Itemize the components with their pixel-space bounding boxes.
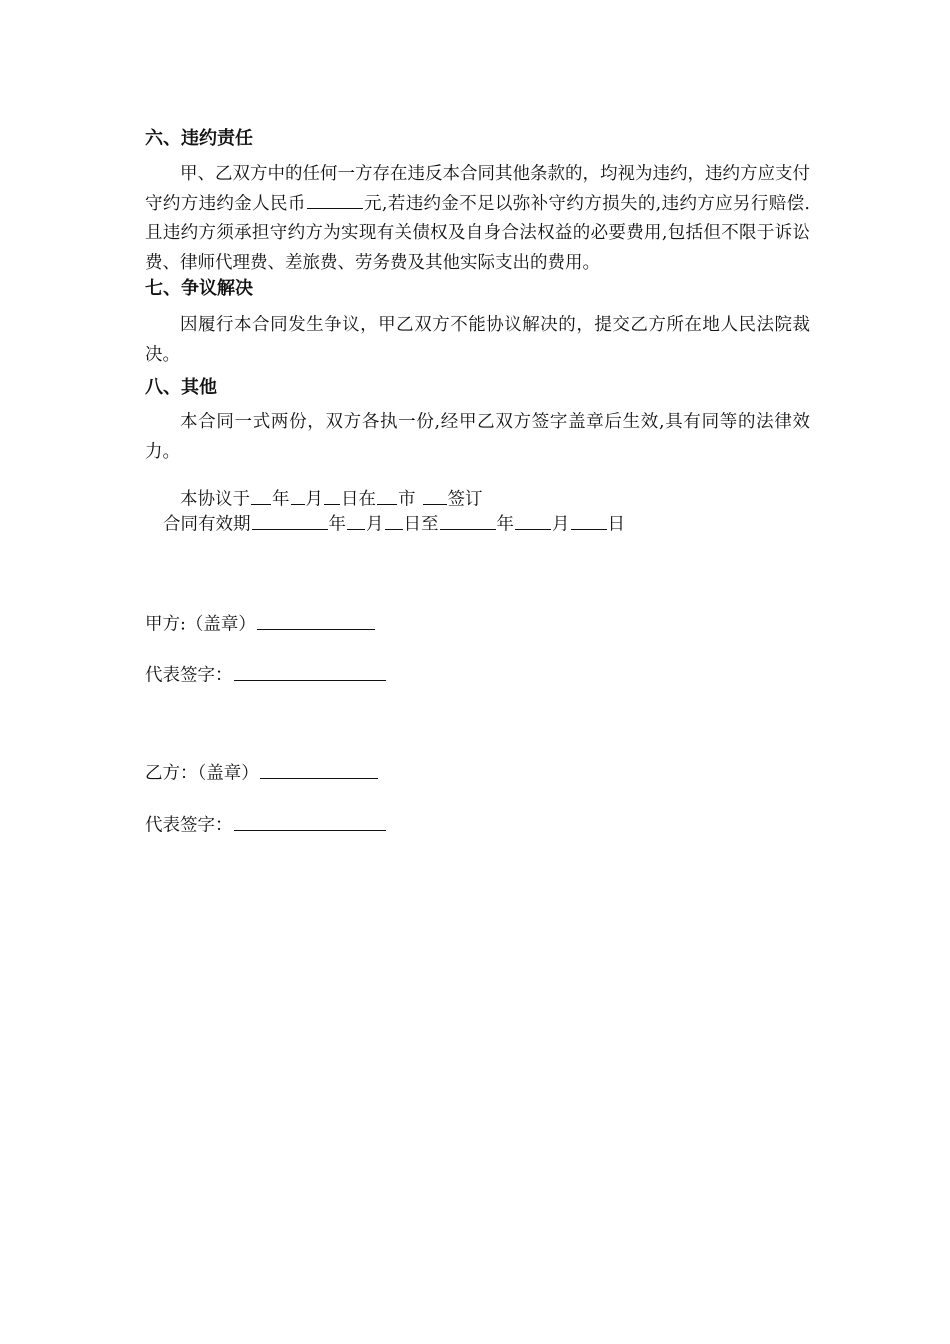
validity-prefix: 合同有效期 — [163, 514, 251, 535]
signing-prefix: 本协议于 — [180, 489, 250, 510]
signing-year-label: 年 — [272, 489, 290, 510]
validity-day2-label: 日 — [607, 514, 625, 535]
party-b-rep-line — [145, 813, 387, 838]
section-heading-breach: 六、违约责任 — [145, 128, 253, 149]
signing-day-label: 日在 — [341, 489, 376, 510]
validity-to-label: 日至 — [403, 514, 439, 535]
breach-paragraph — [145, 160, 810, 278]
party-a-rep-line — [145, 663, 387, 688]
validity-end-day-blank — [571, 512, 607, 530]
section-heading-other: 八、其他 — [145, 377, 217, 398]
validity-year-label: 年 — [328, 514, 346, 535]
validity-end-year-blank — [440, 512, 496, 530]
signing-place-blank — [423, 487, 447, 505]
validity-start-month-blank — [347, 512, 365, 530]
dispute-paragraph: 因履行本合同发生争议，甲乙双方不能协议解决的，提交乙方所在地人民法院裁决。 — [145, 315, 810, 365]
breach-text-part2: 元,若违约金不足以弥补守约方损失的,违约方应另行赔偿.且违约方须承担守约方为实现有关债权及自身合法权益的必要费用,包括但不限于诉讼费、律师代理费、差旅费、劳务费及其他实际支出的费用。 — [145, 193, 810, 273]
party-b-seal-line — [145, 761, 379, 786]
validity-start-year-blank — [252, 512, 328, 530]
party-a-signature-blank — [234, 663, 386, 681]
signing-line — [180, 487, 483, 512]
signing-city-label: 市 — [398, 489, 416, 510]
validity-line — [163, 512, 625, 537]
signing-city-blank — [377, 487, 397, 505]
signing-year-blank — [251, 487, 271, 505]
signing-month-label: 月 — [305, 489, 323, 510]
party-b-rep-label: 代表签字： — [145, 815, 233, 836]
penalty-amount-blank — [307, 191, 363, 209]
validity-month-label: 月 — [366, 514, 384, 535]
breach-text-part1: 甲、乙双方中的任何一方存在违反本合同其他条款的，均视为违约，违约方应支付守约方违约金人民币 — [145, 164, 810, 214]
validity-month2-label: 月 — [552, 514, 570, 535]
party-a-seal-blank — [257, 612, 375, 630]
validity-start-day-blank — [385, 512, 403, 530]
validity-end-month-blank — [515, 512, 551, 530]
signing-month-blank — [291, 487, 305, 505]
party-a-seal-label: 甲方:（盖章） — [145, 614, 256, 635]
section-heading-dispute: 七、争议解决 — [145, 278, 253, 299]
signing-suffix: 签订 — [447, 489, 483, 510]
party-a-rep-label: 代表签字： — [145, 665, 233, 686]
party-b-seal-blank — [260, 761, 378, 779]
party-a-seal-line — [145, 612, 376, 637]
party-b-signature-blank — [234, 813, 386, 831]
signing-day-blank — [324, 487, 340, 505]
validity-year2-label: 年 — [496, 514, 514, 535]
party-b-seal-label: 乙方：（盖章） — [145, 763, 259, 784]
other-paragraph: 本合同一式两份，双方各执一份,经甲乙双方签字盖章后生效,具有同等的法律效力。 — [145, 412, 810, 462]
